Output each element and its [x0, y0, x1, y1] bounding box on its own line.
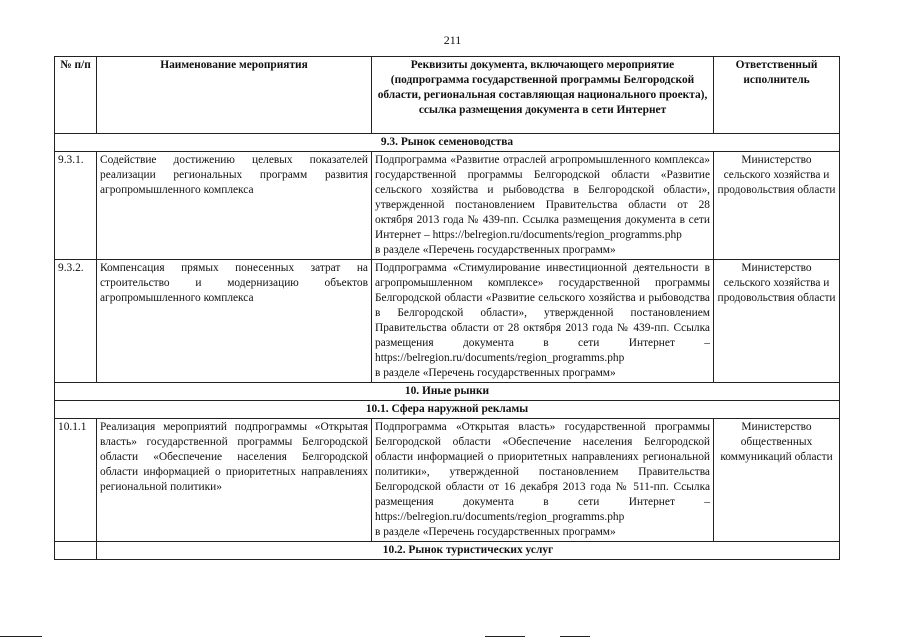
row-responsible: Министерство сельского хозяйства и продовольствия области	[714, 260, 840, 383]
row-num: 9.3.2.	[55, 260, 97, 383]
section-row	[55, 542, 840, 560]
header-num: № п/п	[55, 57, 97, 134]
header-responsible: Ответственный исполнитель	[714, 57, 840, 134]
page-edge-line	[560, 636, 590, 637]
requisites-text: Подпрограмма «Стимулирование инвестиционной деятельности в агропромышленном комплексе» государственной программы Белгородской области «Развитие сельского хозяйства и рыбоводства в Белгородской области», утвержденной постановлением Правительства области от 28 октября 2013 года № 439-пп. Ссылка размещения документа в сети Интернет – https://belregion.ru/documents/region_programms.php	[375, 262, 710, 364]
row-num: 9.3.1.	[55, 152, 97, 260]
row-num: 10.1.1	[55, 419, 97, 542]
row-name: Компенсация прямых понесенных затрат на строительство и модернизацию объектов агропромышленного комплекса	[97, 260, 372, 383]
header-requisites: Реквизиты документа, включающего мероприятие (подпрограмма государственной программы Белгородской области, региональная составляющая национального проекта), ссылка размещения документа в сети Интернет	[372, 57, 714, 134]
requisites-text: Подпрограмма «Развитие отраслей агропромышленного комплекса» государственной программы Белгородской области «Развитие сельского хозяйства и рыбоводства в Белгородской области», утвержденной постановлением Правительства области от 28 октября 2013 года № 439-пп. Ссылка размещения документа в сети Интернет – https://belregion.ru/documents/region_programms.php	[375, 154, 710, 241]
requisites-tail: в разделе «Перечень государственных программ»	[375, 244, 616, 256]
section-title: 10.1. Сфера наружной рекламы	[55, 401, 840, 419]
page-edge-line	[0, 636, 42, 637]
header-name: Наименование мероприятия	[97, 57, 372, 134]
requisites-tail: в разделе «Перечень государственных программ»	[375, 367, 616, 379]
table-row	[55, 260, 840, 383]
table-header-row	[55, 57, 840, 134]
row-responsible: Министерство сельского хозяйства и продовольствия области	[714, 152, 840, 260]
row-name: Реализация мероприятий подпрограммы «Открытая власть» государственной программы Белгородской области «Обеспечение населения Белгородской области информацией о приоритетных направлениях региональной политики»	[97, 419, 372, 542]
row-responsible: Министерство общественных коммуникаций области	[714, 419, 840, 542]
section-title: 10.2. Рынок туристических услуг	[97, 542, 840, 560]
section-title: 9.3. Рынок семеноводства	[55, 134, 840, 152]
table-row	[55, 152, 840, 260]
empty-cell	[55, 542, 97, 560]
row-requisites	[372, 419, 714, 542]
row-requisites	[372, 152, 714, 260]
measures-table	[54, 56, 840, 560]
page-number: 211	[443, 33, 462, 47]
requisites-text: Подпрограмма «Открытая власть» государственной программы Белгородской области «Обеспечение населения Белгородской области информацией о приоритетных направлениях региональной политики», утвержденной постановлением Правительства Белгородской области от 16 декабря 2013 года № 511-пп. Ссылка размещения документа в сети Интернет – https://belregion.ru/documents/region_programms.php	[375, 421, 710, 523]
page-edge-line	[485, 636, 525, 637]
section-row	[55, 383, 840, 401]
section-row	[55, 401, 840, 419]
row-name: Содействие достижению целевых показателей реализации региональных программ развития агропромышленного комплекса	[97, 152, 372, 260]
requisites-tail: в разделе «Перечень государственных программ»	[375, 526, 616, 538]
table-row	[55, 419, 840, 542]
section-row	[55, 134, 840, 152]
row-requisites	[372, 260, 714, 383]
section-title: 10. Иные рынки	[55, 383, 840, 401]
